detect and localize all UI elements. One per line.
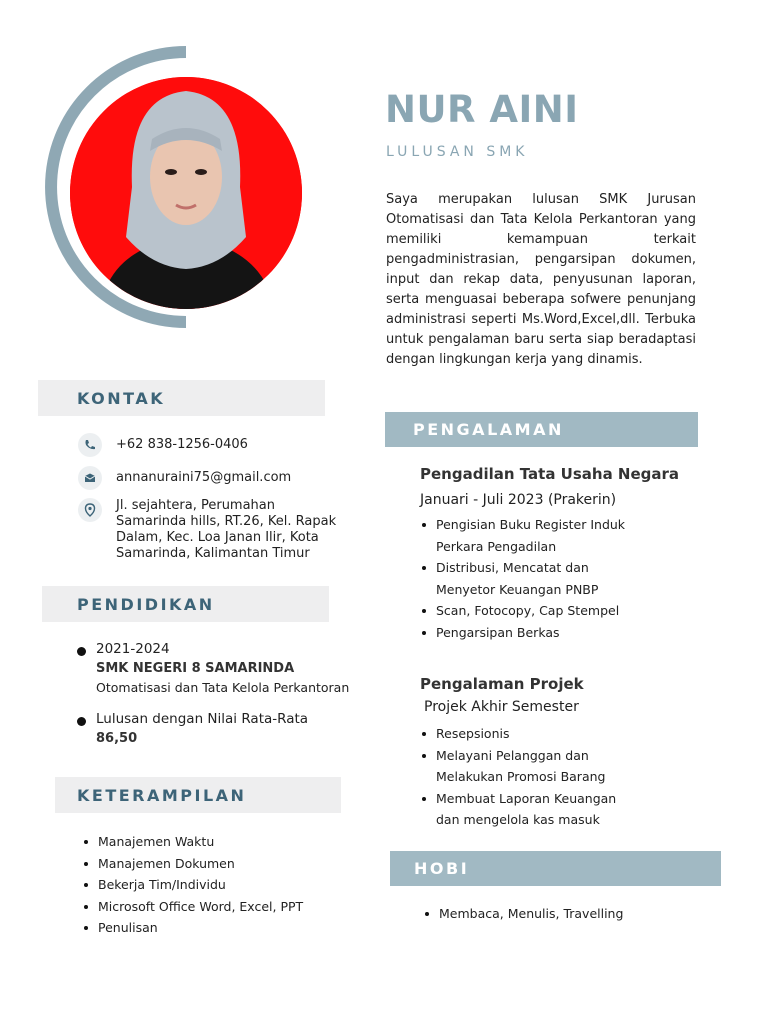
job-task-list xyxy=(420,723,642,831)
contact-section-header xyxy=(38,380,325,416)
education-list xyxy=(76,641,376,746)
education-major: Otomatisasi dan Tata Kelola Perkantoran xyxy=(96,680,350,695)
experience-section-header xyxy=(385,412,698,447)
skill-item: Microsoft Office Word, Excel, PPT xyxy=(82,896,362,918)
skill-item: Manajemen Waktu xyxy=(82,831,362,853)
job-period: Januari - Juli 2023 (Prakerin) xyxy=(420,492,617,508)
experience-job xyxy=(420,465,720,643)
bullet-dot xyxy=(77,717,86,726)
skill-item: Penulisan xyxy=(82,917,362,939)
skills-list xyxy=(82,831,362,939)
contact-address: Jl. sejahtera, Perumahan Samarinda hills, RT.26, Kel. Rapak Dalam, Kec. Loa Janan Ilir, Kota Samarinda, Kalimantan Timur xyxy=(116,498,337,561)
education-section-title: PENDIDIKAN xyxy=(77,594,215,614)
education-item xyxy=(76,711,376,746)
job-task: Pengarsipan Berkas xyxy=(420,622,642,644)
contact-list xyxy=(78,433,348,562)
profile-photo xyxy=(70,77,302,309)
hobbies-list xyxy=(423,903,723,925)
education-score-label: Lulusan dengan Nilai Rata-Rata xyxy=(96,711,309,727)
contact-email[interactable]: annanuraini75@gmail.com xyxy=(116,470,292,485)
phone-icon xyxy=(78,433,102,457)
job-task: Scan, Fotocopy, Cap Stempel xyxy=(420,600,642,622)
contact-phone-row xyxy=(78,433,348,457)
person-portrait xyxy=(70,77,302,309)
contact-address-row xyxy=(78,498,348,562)
email-icon xyxy=(78,466,102,490)
job-task: Pengisian Buku Register Induk Perkara Pengadilan xyxy=(420,514,642,557)
person-role: LULUSAN SMK xyxy=(386,144,529,160)
skills-section-title: KETERAMPILAN xyxy=(77,785,247,805)
contact-section-title: KONTAK xyxy=(77,388,166,408)
contact-email-row xyxy=(78,466,348,490)
job-task-list xyxy=(420,514,642,643)
profile-summary: Saya merupakan lulusan SMK Jurusan Otomatisasi dan Tata Kelola Perkantoran yang memiliki kemampuan terkait pengadministrasian, pengarsipan dokumen, input dan rekap data, penyusunan laporan, serta menguasai beberapa sofwere penunjang administrasi seperti Ms.Word,Excel,dll. Terbuka untuk pengalaman baru serta siap beradaptasi dengan lingkungan kerja yang dinamis. xyxy=(386,192,696,367)
experience-section-title: PENGALAMAN xyxy=(413,420,564,439)
skill-item: Manajemen Dokumen xyxy=(82,853,362,875)
hobbies-section-header xyxy=(390,851,721,886)
education-item xyxy=(76,641,376,695)
contact-phone: +62 838-1256-0406 xyxy=(116,437,248,452)
education-school: SMK NEGERI 8 SAMARINDA xyxy=(96,661,295,676)
job-task: Membuat Laporan Keuangan dan mengelola kas masuk xyxy=(420,788,642,831)
hobbies-list-wrap xyxy=(423,903,723,925)
skills-section-header xyxy=(55,777,341,813)
hobby-item: Membaca, Menulis, Travelling xyxy=(423,903,723,925)
job-task: Melayani Pelanggan dan Melakukan Promosi Barang xyxy=(420,745,642,788)
skills-list-wrap xyxy=(82,831,362,939)
experience-job xyxy=(420,675,720,831)
person-name: NUR AINI xyxy=(385,88,579,131)
bullet-dot xyxy=(77,647,86,656)
job-task: Distribusi, Mencatat dan Menyetor Keuangan PNBP xyxy=(420,557,642,600)
job-task: Resepsionis xyxy=(420,723,642,745)
job-title: Pengalaman Projek xyxy=(420,675,584,693)
education-section-header xyxy=(42,586,329,622)
education-score: 86,50 xyxy=(96,731,138,746)
location-pin-icon xyxy=(78,498,102,522)
skill-item: Bekerja Tim/Individu xyxy=(82,874,362,896)
profile-photo-frame xyxy=(36,46,316,328)
job-period: Projek Akhir Semester xyxy=(424,699,579,715)
job-title: Pengadilan Tata Usaha Negara xyxy=(420,465,680,483)
education-years: 2021-2024 xyxy=(96,641,170,657)
hobbies-section-title: HOBI xyxy=(414,859,470,878)
